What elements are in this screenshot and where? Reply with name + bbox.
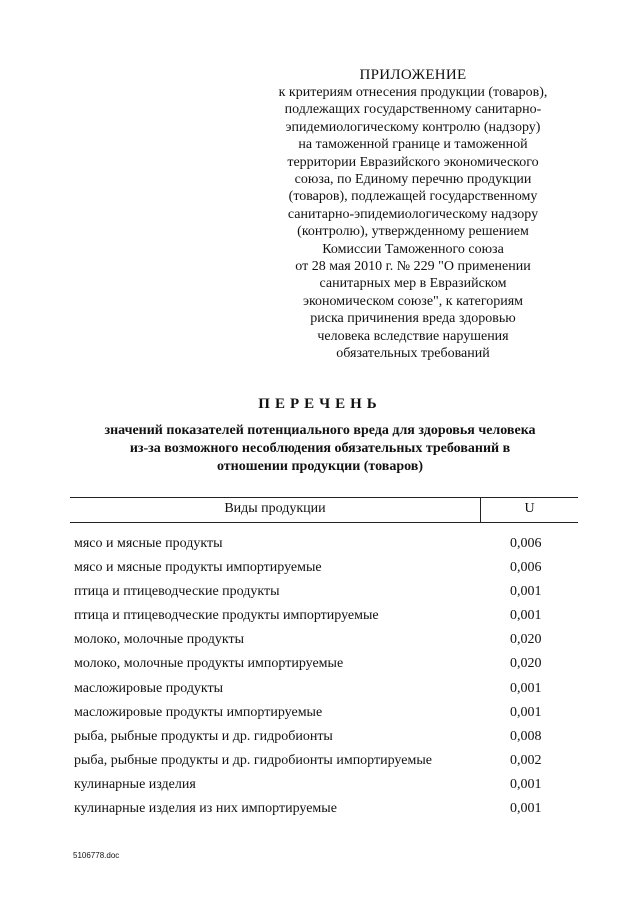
u-value: 0,006 <box>510 560 542 576</box>
product-name: птица и птицеводческие продукты импортируемые <box>74 608 379 624</box>
table-row <box>74 728 578 752</box>
table-row <box>74 583 578 607</box>
product-name: мясо и мясные продукты <box>74 536 223 551</box>
file-code: 5106778.doc <box>73 851 120 860</box>
table-row <box>74 631 578 655</box>
appendix-line: (товаров), подлежащей государственному <box>288 189 538 205</box>
appendix-line: Комиссии Таможенного союза <box>322 241 504 257</box>
document-subtitle <box>70 422 570 476</box>
table-row <box>74 776 578 800</box>
u-value: 0,002 <box>510 752 542 768</box>
table-row <box>74 680 578 704</box>
u-value: 0,001 <box>510 608 542 624</box>
u-value: 0,020 <box>510 656 542 672</box>
appendix-line: риска причинения вреда здоровью <box>310 311 516 327</box>
appendix-line: санитарно-эпидемиологическому надзору <box>287 206 539 222</box>
product-name: кулинарные изделия из них импортируемые <box>74 801 337 817</box>
appendix-line: от 28 мая 2010 г. № 229 "О применении <box>295 259 531 275</box>
appendix-line: экономическом союзе", к категориям <box>302 293 524 309</box>
product-name: рыба, рыбные продукты и др. гидробионты <box>74 728 333 744</box>
product-name: птица и птицеводческие продукты <box>74 584 280 600</box>
table-row <box>74 704 578 728</box>
appendix-line: (контролю), утвержденному решением <box>297 224 529 240</box>
appendix-line: к критериям отнесения продукции (товаров), <box>278 85 548 100</box>
appendix-line: человека вследствие нарушения <box>317 328 509 344</box>
product-name: мясо и мясные продукты импортируемые <box>74 560 322 576</box>
subtitle-line: значений показателей потенциального вреда для здоровья человека <box>104 423 536 438</box>
table-row <box>74 559 578 583</box>
product-name: рыба, рыбные продукты и др. гидробионты импортируемые <box>74 752 432 768</box>
u-value: 0,006 <box>510 536 542 551</box>
appendix-line: на таможенной границе и таможенной <box>298 137 528 153</box>
u-value: 0,001 <box>510 704 542 720</box>
appendix-line: обязательных требований <box>336 346 490 362</box>
table-row <box>74 535 578 559</box>
appendix-title: ПРИЛОЖЕНИЕ <box>359 67 467 83</box>
table-row <box>74 607 578 631</box>
subtitle-line: отношении продукции (товаров) <box>216 459 423 474</box>
product-name: масложировые продукты импортируемые <box>74 704 323 720</box>
table-row <box>74 800 578 824</box>
table-header <box>70 497 578 523</box>
u-value: 0,001 <box>510 776 542 792</box>
column-header-u: U <box>524 501 535 516</box>
u-value: 0,001 <box>510 680 542 696</box>
table-row <box>74 655 578 679</box>
table-row <box>74 752 578 776</box>
document-title: ПЕРЕЧЕНЬ <box>258 396 382 412</box>
appendix-line: санитарных мер в Евразийском <box>319 276 507 292</box>
product-name: молоко, молочные продукты <box>74 632 245 648</box>
product-name: масложировые продукты <box>74 680 224 696</box>
table-body <box>74 535 578 824</box>
appendix-line: эпидемиологическому контролю (надзору) <box>285 119 541 135</box>
appendix-block <box>248 66 578 363</box>
appendix-line: территории Евразийского экономического <box>287 154 539 170</box>
appendix-line: союза, по Единому перечню продукции <box>294 172 532 188</box>
appendix-line: подлежащих государственному санитарно- <box>284 102 542 118</box>
column-header-product-type: Виды продукции <box>224 501 326 516</box>
u-value: 0,001 <box>510 584 542 600</box>
subtitle-line: из-за возможного несоблюдения обязательных требований в <box>129 441 511 456</box>
u-value: 0,020 <box>510 632 542 648</box>
product-name: молоко, молочные продукты импортируемые <box>74 656 344 672</box>
product-name: кулинарные изделия <box>74 776 196 792</box>
u-value: 0,008 <box>510 728 542 744</box>
u-value: 0,001 <box>510 801 542 817</box>
